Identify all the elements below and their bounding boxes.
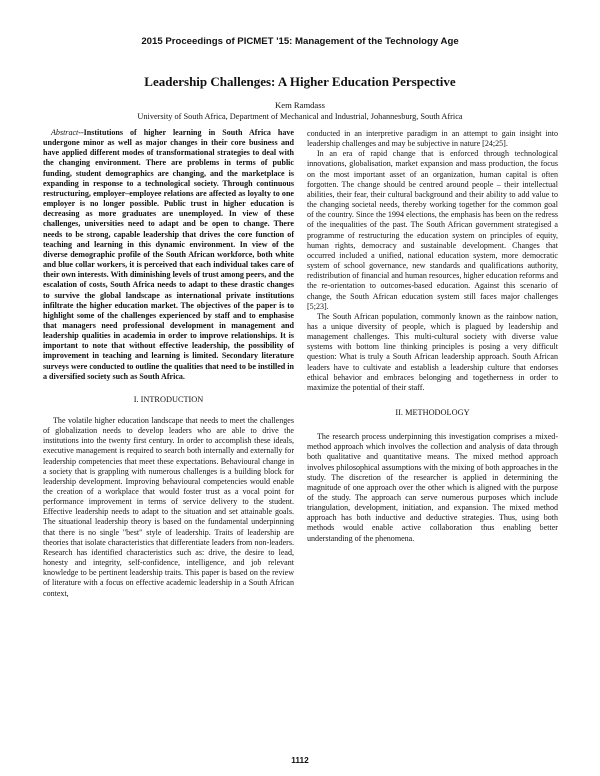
abstract-text: --Institutions of higher learning in South Africa have undergone minor as well as major changes in their core business and have applied different modes of transformational strategies to deal with the changing environment. There are problems in terms of public funding, student demographics are changing, and the marketplace is expanding in response to a technological society. Through continuous restructuring, employer–employee relations are affected as loyalty to one employer is no longer possible. Public trust in higher education is decreasing as more graduates are unemployed. In view of these challenges, universities need to adapt and be open to change. There needs to be strong, capable leadership that drives the core function of teaching and learning in this dynamic environment. In view of the diverse demographic profile of the South African workforce, both white and blue collar workers, it is perceived that each individual takes care of their own interests. With diminishing levels of trust among peers, and the escalation of costs, South Africa needs to adapt to these drastic changes to survive the global landscape as international private institutions infiltrate the higher education market. The objectives of the paper is to highlight some of the challenges experienced by staff and to emphasise that managers need professional development in management and leadership qualities in academia in order to improve relationships. It is important to note that without effective leadership, the possibility of improvement in teaching and learning is limited. Secondary literature surveys were conducted to outline the qualities that need to be instilled in a diversified society such as South Africa. (43, 128, 294, 381)
intro-paragraph-2: In an era of rapid change that is enforced through technological innovations, globalisation, market expansion and mass production, the focus on the most important asset of an organization, human capital is often forgotten. The change should be centred around people – their intellectual abilities, their fear, their cultural background and their ability to add value to the changing societal needs, thereby working together for the common goal of the country. Since the 1994 elections, the emphasis has been on the redress of the inequalities of the past. The South African government strategised a programme of restructuring the education system on principles of equity, human rights, democracy and sustainable development. Changes that occurred included a unified, national education system, more democratic system of school governance, new standards and qualifications authority, redistribution of financial and human resources, higher education reforms and the re-orientation to outcomes-based education. Against this scenario of change, the South African education system still faces major challenges [5;23]. (307, 149, 558, 311)
intro-continuation: conducted in an interpretive paradigm in an attempt to gain insight into leadership challenges and may be subjective in nature [24;25]. (307, 129, 558, 149)
author-affiliation: University of South Africa, Department of Mechanical and Industrial, Johannesburg, South Africa (137, 112, 463, 121)
running-head: 2015 Proceedings of PICMET '15: Management of the Technology Age (141, 36, 459, 47)
abstract-label: Abstract (51, 128, 79, 137)
page-number: 1112 (291, 755, 309, 765)
section-heading-methodology: II. METHODOLOGY (395, 408, 470, 418)
intro-paragraph-3: The South African population, commonly known as the rainbow nation, has a unique diversity of people, which is plagued by leadership and management challenges. This multi-cultural society with diverse value systems with bottom line thinking principles is posing a very difficult question: What is truly a South African leadership approach. South African leaders have to cultivate and establish a leadership culture that endorses ethical behavior and embraces belonging and togetherness in order to maximize the potential of their staff. (307, 311, 558, 392)
author-name: Kem Ramdass (275, 100, 325, 110)
left-column (43, 128, 294, 599)
section-heading-introduction: I. INTRODUCTION (133, 394, 204, 404)
right-column (307, 129, 558, 544)
intro-paragraph-1: The volatile higher education landscape that needs to meet the challenges of globalization needs to develop leaders who are able to drive the institutions into the twenty first century. In order to accomplish these ideals, executive management is required to search both internally and externally for leadership competencies that meet these expectations. Behavioural change in a society that is grappling with numerous challenges is a building block for leadership development. Improving behavioural competencies would enable the creation of a workplace that would foster trust as a vocal point for performance improvement in terms of service delivery to the student. Effective leadership needs to adapt to the situation and set attainable goals. The situational leadership theory is based on the fundamental underpinning that there is no single "best" style of leadership. Traits of leadership are theories that isolate characteristics that differentiate leaders from non-leaders. Research has identified characteristics such as: drive, the desire to lead, honesty and integrity, self-confidence, intelligence, and job relevant knowledge to be pertinent leadership traits. This paper is based on the review of literature with a focus on effective academic leadership in a South African context, (43, 415, 294, 598)
methodology-paragraph-1: The research process underpinning this investigation comprises a mixed-method approach which involves the collection and analysis of data through both qualitative and quantitative means. The mixed method approach involves philosophical assumptions with the mixing of both approaches in the study. The discretion of the researcher is applied in determining the magnitude of one approach over the other which is aligned with the purpose of the study. The approach can serve numerous purposes which include triangulation, development, initiation, and expansion. The mixed method approach has both inductive and deductive strategies. Thus, using both methods would enable active collaboration thus enabling better understanding of the phenomena. (307, 432, 558, 543)
paper-title: Leadership Challenges: A Higher Education Perspective (144, 74, 456, 89)
abstract (43, 128, 294, 382)
